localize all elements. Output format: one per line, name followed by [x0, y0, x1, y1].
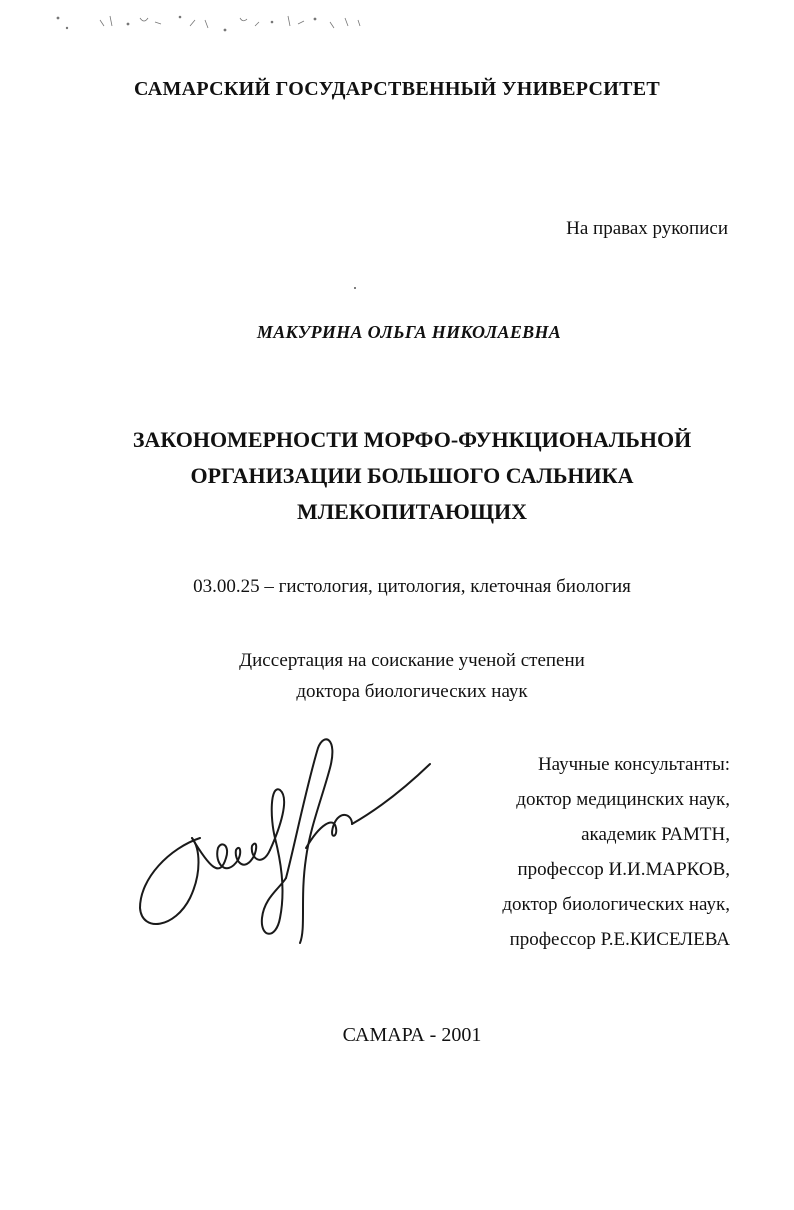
university-name: САМАРСКИЙ ГОСУДАРСТВЕННЫЙ УНИВЕРСИТЕТ	[133, 78, 661, 100]
scan-speck	[354, 287, 356, 289]
consultants-heading: Научные консультанты:	[537, 754, 730, 775]
title-line: ЗАКОНОМЕРНОСТИ МОРФО-ФУНКЦИОНАЛЬНОЙ	[132, 427, 692, 452]
scientific-consultants	[502, 747, 730, 957]
title-line: ОРГАНИЗАЦИИ БОЛЬШОГО САЛЬНИКА	[190, 463, 634, 488]
specialty-code: 03.00.25 – гистология, цитология, клеточная биология	[193, 576, 631, 597]
degree-line: Диссертация на соискание ученой степени	[239, 650, 585, 671]
consultant-line: профессор И.И.МАРКОВ,	[517, 859, 730, 880]
city-year: САМАРА - 2001	[342, 1024, 482, 1046]
consultant-line: профессор Р.Е.КИСЕЛЕВА	[509, 929, 730, 950]
dissertation-title	[0, 422, 794, 530]
consultant-line: академик РАМТН,	[581, 824, 730, 845]
consultant-line: доктор медицинских наук,	[516, 789, 730, 810]
consultant-line: доктор биологических наук,	[502, 894, 730, 915]
handwritten-signature	[130, 728, 440, 948]
degree-statement	[0, 645, 794, 707]
rights-note: На правах рукописи	[566, 218, 728, 239]
author-name: МАКУРИНА ОЛЬГА НИКОЛАЕВНА	[256, 322, 562, 342]
degree-line: доктора биологических наук	[296, 681, 528, 702]
title-line: МЛЕКОПИТАЮЩИХ	[297, 499, 527, 524]
scan-artifact-marks	[40, 8, 380, 48]
